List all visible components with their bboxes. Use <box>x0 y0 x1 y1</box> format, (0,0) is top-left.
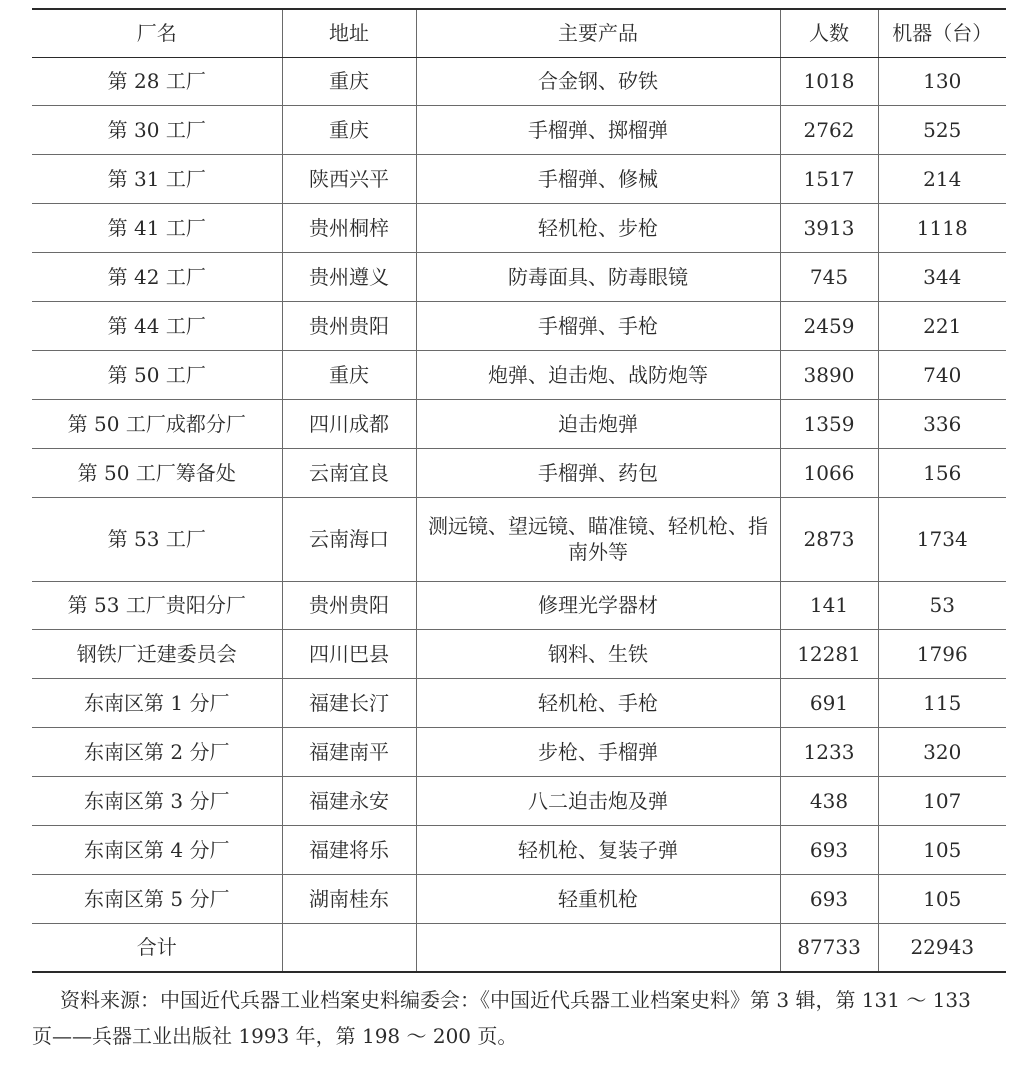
cell-products: 炮弹、迫击炮、战防炮等 <box>416 350 780 399</box>
cell-machines: 105 <box>878 874 1006 923</box>
header-address: 地址 <box>282 9 416 57</box>
cell-address: 重庆 <box>282 106 416 155</box>
cell-machines: 115 <box>878 679 1006 728</box>
cell-people: 3890 <box>780 350 878 399</box>
cell-machines: 336 <box>878 399 1006 448</box>
header-people: 人数 <box>780 9 878 57</box>
table-row <box>32 581 1006 630</box>
cell-factory-name: 第 50 工厂 <box>32 350 282 399</box>
cell-factory-name: 第 44 工厂 <box>32 301 282 350</box>
cell-address: 云南海口 <box>282 497 416 581</box>
factory-table <box>32 8 1006 973</box>
cell-products: 手榴弹、修械 <box>416 155 780 204</box>
cell-machines: 105 <box>878 825 1006 874</box>
cell-people: 693 <box>780 825 878 874</box>
margin-watermark <box>992 680 1004 728</box>
cell-address: 重庆 <box>282 350 416 399</box>
cell-machines: 740 <box>878 350 1006 399</box>
total-products <box>416 923 780 972</box>
table-row <box>32 448 1006 497</box>
cell-factory-name: 东南区第 4 分厂 <box>32 825 282 874</box>
cell-address: 福建南平 <box>282 728 416 777</box>
total-machines: 22943 <box>878 923 1006 972</box>
cell-address: 福建将乐 <box>282 825 416 874</box>
cell-address: 贵州遵义 <box>282 253 416 302</box>
cell-address: 贵州贵阳 <box>282 301 416 350</box>
cell-factory-name: 第 28 工厂 <box>32 57 282 106</box>
table-row <box>32 399 1006 448</box>
cell-people: 693 <box>780 874 878 923</box>
table-row <box>32 728 1006 777</box>
table-row <box>32 155 1006 204</box>
cell-factory-name: 东南区第 2 分厂 <box>32 728 282 777</box>
cell-people: 1018 <box>780 57 878 106</box>
cell-products: 测远镜、望远镜、瞄准镜、轻机枪、指南外等 <box>416 497 780 581</box>
header-factory-name: 厂名 <box>32 9 282 57</box>
cell-products: 手榴弹、掷榴弹 <box>416 106 780 155</box>
cell-products: 八二迫击炮及弹 <box>416 777 780 826</box>
cell-address: 云南宜良 <box>282 448 416 497</box>
table-row <box>32 106 1006 155</box>
table-row <box>32 57 1006 106</box>
cell-machines: 320 <box>878 728 1006 777</box>
table-row <box>32 630 1006 679</box>
cell-machines: 1118 <box>878 204 1006 253</box>
cell-address: 贵州贵阳 <box>282 581 416 630</box>
header-machines: 机器（台） <box>878 9 1006 57</box>
cell-factory-name: 第 31 工厂 <box>32 155 282 204</box>
cell-machines: 1734 <box>878 497 1006 581</box>
cell-address: 四川巴县 <box>282 630 416 679</box>
total-label: 合计 <box>32 923 282 972</box>
table-row <box>32 350 1006 399</box>
source-note: 资料来源：中国近代兵器工业档案史料编委会：《中国近代兵器工业档案史料》第 3 辑，第 131 ～ 133 页——兵器工业出版社 1993 年，第 198 ～ 200 页。 <box>32 988 971 1048</box>
table-row <box>32 301 1006 350</box>
total-row <box>32 923 1006 972</box>
table-row <box>32 253 1006 302</box>
cell-machines: 156 <box>878 448 1006 497</box>
cell-machines: 1796 <box>878 630 1006 679</box>
table-row <box>32 497 1006 581</box>
cell-products: 合金钢、矽铁 <box>416 57 780 106</box>
table-body <box>32 57 1006 972</box>
cell-products: 步枪、手榴弹 <box>416 728 780 777</box>
cell-products: 迫击炮弹 <box>416 399 780 448</box>
cell-people: 1359 <box>780 399 878 448</box>
cell-factory-name: 第 53 工厂贵阳分厂 <box>32 581 282 630</box>
cell-factory-name: 第 30 工厂 <box>32 106 282 155</box>
cell-people: 2762 <box>780 106 878 155</box>
table-row <box>32 874 1006 923</box>
table-header <box>32 9 1006 57</box>
cell-products: 手榴弹、药包 <box>416 448 780 497</box>
cell-products: 防毒面具、防毒眼镜 <box>416 253 780 302</box>
cell-address: 陕西兴平 <box>282 155 416 204</box>
cell-factory-name: 第 50 工厂筹备处 <box>32 448 282 497</box>
cell-machines: 107 <box>878 777 1006 826</box>
cell-factory-name: 第 41 工厂 <box>32 204 282 253</box>
cell-people: 691 <box>780 679 878 728</box>
cell-people: 1066 <box>780 448 878 497</box>
total-people: 87733 <box>780 923 878 972</box>
cell-products: 钢料、生铁 <box>416 630 780 679</box>
cell-machines: 525 <box>878 106 1006 155</box>
cell-people: 12281 <box>780 630 878 679</box>
table-row <box>32 825 1006 874</box>
table-row <box>32 679 1006 728</box>
table-row <box>32 204 1006 253</box>
cell-machines: 214 <box>878 155 1006 204</box>
cell-machines: 53 <box>878 581 1006 630</box>
cell-address: 湖南桂东 <box>282 874 416 923</box>
cell-products: 手榴弹、手枪 <box>416 301 780 350</box>
table-row <box>32 777 1006 826</box>
cell-factory-name: 第 42 工厂 <box>32 253 282 302</box>
cell-factory-name: 第 53 工厂 <box>32 497 282 581</box>
cell-products: 轻机枪、步枪 <box>416 204 780 253</box>
cell-address: 福建长汀 <box>282 679 416 728</box>
cell-people: 438 <box>780 777 878 826</box>
cell-products: 轻机枪、手枪 <box>416 679 780 728</box>
cell-factory-name: 东南区第 1 分厂 <box>32 679 282 728</box>
cell-address: 重庆 <box>282 57 416 106</box>
cell-machines: 344 <box>878 253 1006 302</box>
cell-machines: 130 <box>878 57 1006 106</box>
cell-factory-name: 第 50 工厂成都分厂 <box>32 399 282 448</box>
cell-people: 2873 <box>780 497 878 581</box>
total-address <box>282 923 416 972</box>
cell-people: 745 <box>780 253 878 302</box>
cell-people: 1233 <box>780 728 878 777</box>
cell-people: 141 <box>780 581 878 630</box>
cell-products: 轻机枪、复装子弹 <box>416 825 780 874</box>
cell-machines: 221 <box>878 301 1006 350</box>
cell-address: 福建永安 <box>282 777 416 826</box>
factory-table-container <box>32 8 1006 973</box>
cell-factory-name: 东南区第 5 分厂 <box>32 874 282 923</box>
cell-factory-name: 东南区第 3 分厂 <box>32 777 282 826</box>
header-products: 主要产品 <box>416 9 780 57</box>
cell-products: 轻重机枪 <box>416 874 780 923</box>
cell-people: 2459 <box>780 301 878 350</box>
cell-people: 1517 <box>780 155 878 204</box>
cell-factory-name: 钢铁厂迁建委员会 <box>32 630 282 679</box>
cell-people: 3913 <box>780 204 878 253</box>
cell-products: 修理光学器材 <box>416 581 780 630</box>
cell-address: 贵州桐梓 <box>282 204 416 253</box>
header-row <box>32 9 1006 57</box>
cell-address: 四川成都 <box>282 399 416 448</box>
